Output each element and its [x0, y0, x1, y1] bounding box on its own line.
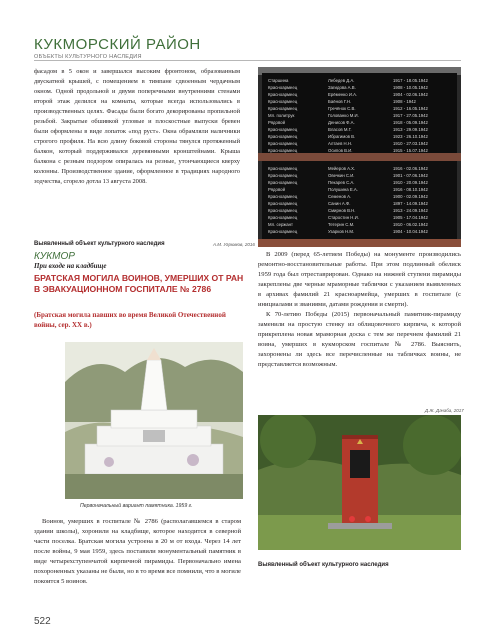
- plaques-photo: [258, 67, 461, 247]
- plaque-cell: Ибрагимов В.: [328, 134, 356, 139]
- plaque-cell: Красноармеец: [268, 166, 298, 171]
- plaque-cell: Загидова А.В.: [328, 85, 356, 90]
- plaque-cell: Мл. политрук: [268, 113, 295, 118]
- plaque-cell: Узарков Н.М.: [328, 229, 355, 234]
- left-heritage-label: Выявленный объект культурного наследия: [34, 241, 165, 247]
- plaque-cell: Гречёнок С.В.: [328, 106, 356, 111]
- plaque-cell: 1910 - 27.03.1942: [393, 141, 428, 146]
- plaque-cell: 1916 - 02.06.1942: [393, 166, 428, 171]
- section-subtitle: ОБЪЕКТЫ КУЛЬТУРНОГО НАСЛЕДИЯ: [34, 54, 142, 60]
- plaque-cell: 1913 - 24.09.1942: [393, 208, 428, 213]
- original-monument-caption: Первоначальный вариант памятника. 1959 г.: [80, 503, 193, 509]
- plaque-cell: Старостин Н.И.: [328, 215, 359, 220]
- right-photo-credit: Д.Ж. Дачаба, 2017: [425, 408, 464, 413]
- plaque-cell: 1897 - 14.09.1942: [393, 201, 428, 206]
- plaque-cell: Красноармеец: [268, 201, 298, 206]
- plaque-cell: 1900 - 02.09.1942: [393, 194, 428, 199]
- original-monument-photo: [65, 342, 243, 499]
- left-top-paragraph: фасадом в 5 окон и завершался высоким фронтоном, образованным двускатной крышей, с помещением в тимпане сдвоенным чердачным окном. Одной продольной и двумя поперечными внутренними стенами второй этаж делился на комнаты, которые всегда использовались в производственных целях. Фасады были богато декорированы пропильной резьбой. Закрытые обшивкой угловые и плоскостные выпуски бревен были оформлены в виде лопаток «под руст». Окна обрамляли наличники строгого профиля. На всю длину боковой стороны тянулся протяженный балкон, который поддерживался деревянными кронштейнами. Крыша балкона с резным подзором опиралась на резные, утончающиеся кверху колонны. Производственное здание, оформленное в традициях народного зодчества, сгорело дотла 13 августа 2008.: [34, 68, 240, 185]
- page-number: 522: [34, 616, 51, 627]
- plaque-cell: Мейеров А.Х.: [328, 166, 356, 171]
- plaque-cell: Красноармеец: [268, 106, 298, 111]
- plaque-cell: Красноармеец: [268, 208, 298, 213]
- plaque-cell: Красноармеец: [268, 92, 298, 97]
- plaque-cell: Голованко М.И.: [328, 113, 359, 118]
- plaque-cell: Смирнов В.Н.: [328, 208, 356, 213]
- plaque-cell: 1908 - 1942: [393, 99, 416, 104]
- plaque-cell: 1904 - 10.04.1942: [393, 229, 428, 234]
- plaque-cell: Красноармеец: [268, 85, 298, 90]
- plaque-cell: Денисов Ф.А.: [328, 120, 355, 125]
- plaques-photo-svg: [258, 67, 461, 247]
- current-monument-photo: [258, 415, 461, 550]
- header-divider: [34, 60, 461, 61]
- plaque-cell: 1917 - 18.05.1942: [393, 78, 428, 83]
- plaque-cell: Красноармеец: [268, 134, 298, 139]
- plaque-cell: Осипов В.И.: [328, 148, 353, 153]
- right-paragraph-2: К 70-летию Победы (2015) первоначальный памятник-пирамиду заменили на простую стенку из облицовочного кирпича, к которой прикреплена новая мраморная доска с тем же перечнем фамилий 21 воина, умерших в кукморском госпитале № 2786. Выяснить, захоронены ли здесь все перечисленные на табличках воины, не представляется возможным.: [258, 311, 461, 368]
- plaque-cell: Красноармеец: [268, 180, 298, 185]
- right-paragraphs: [258, 250, 461, 370]
- plaque-cell: Тетерин С.М.: [328, 222, 355, 227]
- plaque-cell: 1917 - 27.05.1942: [393, 113, 428, 118]
- plaque-cell: Полушина Е.А.: [328, 187, 358, 192]
- plaque-cell: 1915 - 15.07.1942: [393, 148, 428, 153]
- plaque-cell: 1910 - 06.02.1942: [393, 222, 428, 227]
- left-bottom-paragraph: Воинов, умерших в госпитале № 2786 (располагавшемся в старом здании школы), хоронили на кладбище, которое находится в северной части поселка. Братская могила устроена в 20 м от входа. Через 14 лет после войны, 9 мая 1959, здесь поставили монументальный памятник в виде четырехступенчатой кирпичной пирамиды. Первоначально имена похороненных указаны не были, но в то время все помнили, что в могиле покоится 5 воинов.: [34, 518, 241, 585]
- plaque-cell: Пекарев С.А.: [328, 180, 355, 185]
- plaque-cell: Красноармеец: [268, 194, 298, 199]
- plaque-cell: Алтаев Н.Н.: [328, 141, 353, 146]
- plaque-cell: Красноармеец: [268, 148, 298, 153]
- plaque-cell: 1923 - 26.10.1942: [393, 134, 428, 139]
- plaque-cell: Красноармеец: [268, 99, 298, 104]
- plaque-cell: Власов М.Г.: [328, 127, 352, 132]
- plaque-cell: Красноармеец: [268, 173, 298, 178]
- plaque-cell: Мл. сержант: [268, 222, 294, 227]
- plaque-cell: Баёнов Г.Н.: [328, 99, 352, 104]
- plaque-cell: Лебедев Д.А.: [328, 78, 355, 83]
- right-heritage-label: Выявленный объект культурного наследия: [258, 562, 389, 568]
- object-title: БРАТСКАЯ МОГИЛА ВОИНОВ, УМЕРШИХ ОТ РАН В ЭВАКУАЦИОННОМ ГОСПИТАЛЕ № 2786: [34, 273, 244, 294]
- plaque-cell: 1908 - 10.05.1942: [393, 85, 428, 90]
- plaque-cell: Овечкин С.И.: [328, 173, 355, 178]
- plaque-cell: Семенов А.: [328, 194, 352, 199]
- plaque-cell: 1918 - 05.09.1942: [393, 120, 428, 125]
- plaque-cell: 1904 - 02.06.1942: [393, 92, 428, 97]
- plaque-cell: Рядовой: [268, 120, 285, 125]
- plaque-cell: Санин А.Ф.: [328, 201, 351, 206]
- top-photo-credit: А.М. Угрюмов, 2016: [213, 242, 255, 247]
- plaque-cell: 1905 - 17.04.1942: [393, 215, 428, 220]
- right-paragraph-1: В 2009 (перед 65-летием Победы) на монументе производились ремонтно-восстановительные работы. При этом подлинный обелиск 1959 года был отреставрирован. Однако на нижней ступени пирамиды закреплены две черные мраморные таблички с указанием выявленных в архивах фамилий 21 красноармейца, умерших в госпитале (с инициалами и званиями, датами рождения и смерти).: [258, 251, 461, 308]
- plaque-cell: Ерёменко И.А.: [328, 92, 358, 97]
- plaque-cell: 1913 - 29.09.1942: [393, 127, 428, 132]
- plaque-cell: Красноармеец: [268, 215, 298, 220]
- location-note: При входе на кладбище: [34, 262, 107, 270]
- plaque-cell: 1901 - 07.06.1942: [393, 173, 428, 178]
- section-title: КУКМОРСКИЙ РАЙОН: [34, 36, 201, 53]
- plaque-cell: 1912 - 16.05.1942: [393, 106, 428, 111]
- object-subtitle: (Братская могила павших во время Великой Отечественной войны, сер. XX в.): [34, 311, 226, 329]
- plaque-cell: Старшина: [268, 78, 289, 83]
- plaque-cell: 1910 - 20.09.1942: [393, 180, 428, 185]
- plaque-cell: 1916 - 08.10.1942: [393, 187, 428, 192]
- place-name: КУКМОР: [34, 251, 75, 262]
- plaque-cell: Красноармеец: [268, 229, 298, 234]
- plaque-cell: Красноармеец: [268, 141, 298, 146]
- plaque-cell: Красноармеец: [268, 127, 298, 132]
- plaque-cell: Рядовой: [268, 187, 285, 192]
